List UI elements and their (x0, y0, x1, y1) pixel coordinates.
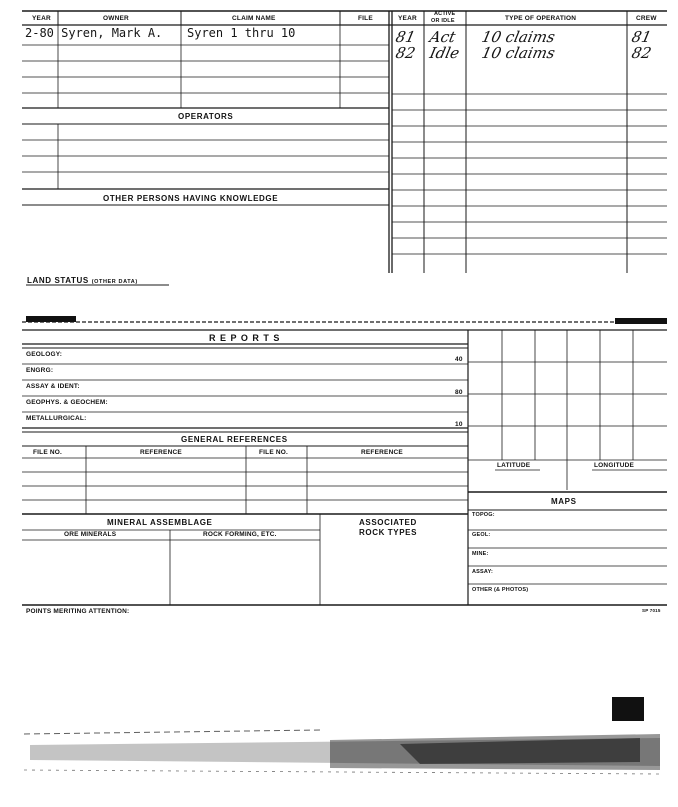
entry-claim-name: Syren 1 thru 10 (187, 26, 296, 40)
header-associated: ASSOCIATED (359, 518, 417, 527)
header-owner: OWNER (103, 15, 129, 22)
header-crew: CREW (636, 15, 657, 22)
section-land-status (27, 276, 138, 285)
report-geology: GEOLOGY: (26, 351, 63, 358)
land-status-sub: (OTHER DATA) (91, 279, 138, 285)
maps-other: OTHER (& PHOTOS) (472, 587, 529, 593)
header-type-of-operation: TYPE OF OPERATION (505, 15, 577, 22)
section-operators: OPERATORS (178, 112, 234, 121)
ref-header-file-no-2: FILE NO. (259, 449, 289, 456)
header-or-idle: OR IDLE (431, 18, 455, 24)
ref-header-reference: REFERENCE (140, 449, 182, 456)
operation-crew-2: 82 (630, 44, 654, 62)
label-longitude: LONGITUDE (594, 462, 635, 469)
operation-year-1: 81 (394, 28, 418, 46)
section-other-persons: OTHER PERSONS HAVING KNOWLEDGE (103, 194, 279, 203)
ref-header-reference-2: REFERENCE (361, 449, 403, 456)
maps-mine: MINE: (472, 551, 489, 557)
report-metallurgical: METALLURGICAL: (26, 415, 87, 422)
report-metallurgical-code: 10 (455, 421, 463, 428)
header-year-2: YEAR (398, 15, 417, 22)
maps-geol: GEOL: (472, 532, 491, 538)
header-active: ACTIVE (434, 11, 456, 17)
section-reports: R E P O R T S (209, 333, 281, 343)
operation-crew-1: 81 (630, 28, 654, 46)
header-ore-minerals: ORE MINERALS (64, 531, 117, 538)
section-mineral-assemblage: MINERAL ASSEMBLAGE (107, 518, 213, 527)
section-maps: MAPS (551, 497, 577, 506)
points-meriting-attention: POINTS MERITING ATTENTION: (26, 608, 130, 615)
land-status-label: LAND STATUS (27, 276, 89, 285)
header-claim-name: CLAIM NAME (232, 15, 276, 22)
report-geophys: GEOPHYS. & GEOCHEM: (26, 399, 108, 406)
label-latitude: LATITUDE (497, 462, 531, 469)
report-engrg: ENGRG: (26, 367, 54, 374)
report-geology-code: 40 (455, 356, 463, 363)
form-code: SP 7015 (642, 608, 661, 613)
operation-year-2: 82 (394, 44, 418, 62)
report-assay-code: 80 (455, 389, 463, 396)
section-general-references: GENERAL REFERENCES (181, 435, 288, 444)
operation-status-2: Idle (428, 44, 462, 62)
maps-assay: ASSAY: (472, 569, 494, 575)
report-assay: ASSAY & IDENT: (26, 383, 80, 390)
operation-type-1: 10 claims (480, 28, 557, 46)
entry-year-owner: 2-80 Syren, Mark A. (25, 26, 163, 40)
header-year: YEAR (32, 15, 51, 22)
operation-type-2: 10 claims (480, 44, 557, 62)
header-rock-types: ROCK TYPES (359, 528, 418, 537)
header-rock-forming: ROCK FORMING, ETC. (203, 531, 277, 538)
maps-topog: TOPOG: (472, 512, 495, 518)
ref-header-file-no: FILE NO. (33, 449, 63, 456)
header-file: FILE (358, 15, 373, 22)
operation-status-1: Act (428, 28, 458, 46)
